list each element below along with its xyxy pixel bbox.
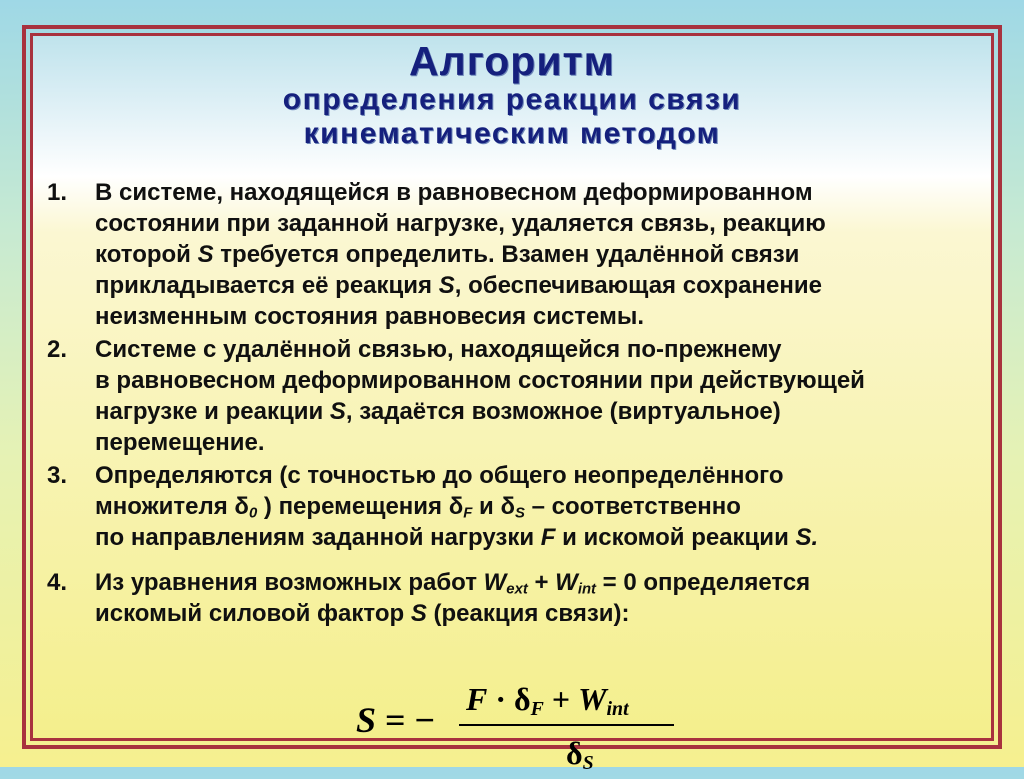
- step-line: перемещение.: [95, 429, 265, 456]
- formula-lhs: [356, 699, 435, 741]
- formula-numerator: [466, 681, 629, 718]
- delta-symbol: δ: [566, 735, 583, 771]
- formula-denominator: [566, 735, 594, 772]
- step-2: [47, 334, 987, 458]
- step-line: неизменным состояния равновесия системы.: [95, 303, 644, 330]
- steps-list: [47, 177, 987, 631]
- step-text: [95, 334, 987, 458]
- text-run: требуется определить. Взамен удалённой связи: [213, 241, 800, 268]
- symbol-W: W: [555, 569, 578, 596]
- text-run: прикладывается её реакция: [95, 272, 439, 299]
- text-run: +: [527, 569, 556, 596]
- step-number: 2.: [47, 336, 68, 363]
- step-1: [47, 177, 987, 332]
- step-line: [95, 522, 987, 553]
- fraction-bar: [459, 724, 674, 726]
- step-3: [47, 460, 987, 553]
- text-run: , обеспечивающая сохранение: [454, 272, 822, 299]
- slide-subtitle-line1: определения реакции связи: [282, 83, 742, 116]
- subscript: F: [530, 697, 544, 720]
- step-4: [47, 567, 987, 629]
- plus-operator: +: [543, 681, 579, 717]
- symbol-S: S: [356, 700, 377, 740]
- slide-panel: [30, 33, 994, 774]
- symbol-S: S: [197, 241, 214, 268]
- symbol-W: W: [578, 681, 607, 717]
- delta-symbol: δ: [500, 493, 516, 520]
- formula: [326, 679, 746, 779]
- step-line: [95, 567, 987, 598]
- step-line: [95, 491, 987, 522]
- step-number: 4.: [47, 569, 68, 596]
- subscript: F: [463, 505, 473, 522]
- step-text: [95, 567, 987, 629]
- subscript: S: [582, 751, 594, 774]
- delta-symbol: δ: [514, 681, 531, 717]
- equals-minus: = −: [376, 700, 436, 740]
- subscript: ext: [506, 581, 528, 598]
- text-run: – соответственно: [524, 493, 741, 520]
- subscript: S: [515, 505, 525, 522]
- symbol-S: S: [438, 272, 455, 299]
- symbol-F: F: [540, 524, 556, 551]
- slide-title: Алгоритм: [409, 38, 615, 84]
- step-text: [95, 177, 987, 332]
- step-text: [95, 460, 987, 553]
- step-line: В системе, находящейся в равновесном деформированном: [95, 179, 813, 206]
- step-line: [95, 396, 987, 427]
- text-run: множителя: [95, 493, 235, 520]
- symbol-W: W: [483, 569, 507, 596]
- step-line: [95, 270, 987, 301]
- subscript: int: [577, 581, 596, 598]
- step-number: 1.: [47, 179, 68, 206]
- delta-symbol: δ: [234, 493, 249, 520]
- step-line: Определяются (с точностью до общего неопределённого: [95, 462, 784, 489]
- title-block: [33, 39, 991, 151]
- step-line: [95, 598, 987, 629]
- text-run: и: [472, 493, 501, 520]
- text-run: и искомой реакции: [555, 524, 796, 551]
- text-run: искомый силовой фактор: [95, 600, 411, 627]
- subscript: 0: [248, 505, 258, 522]
- text-run: по направлениям заданной нагрузки: [95, 524, 541, 551]
- text-run: которой: [95, 241, 198, 268]
- text-run: (реакция связи):: [426, 600, 630, 627]
- slide-subtitle-line2: кинематическим методом: [303, 117, 721, 150]
- subscript: int: [606, 697, 629, 720]
- delta-symbol: δ: [448, 493, 464, 520]
- step-line: Системе с удалённой связью, находящейся по-прежнему: [95, 336, 782, 363]
- step-line: состоянии при заданной нагрузке, удаляется связь, реакцию: [95, 210, 826, 237]
- text-run: , задаётся возможное (виртуальное): [345, 398, 781, 425]
- symbol-S: S: [329, 398, 346, 425]
- dot-operator: ·: [487, 681, 515, 717]
- symbol-S: S: [410, 600, 427, 627]
- text-run: нагрузке и реакции: [95, 398, 330, 425]
- step-number: 3.: [47, 462, 68, 489]
- step-line: в равновесном деформированном состоянии при действующей: [95, 367, 865, 394]
- text-run: Из уравнения возможных работ: [95, 569, 484, 596]
- text-run: = 0 определяется: [596, 569, 811, 596]
- text-run: ) перемещения: [257, 493, 449, 520]
- symbol-S: S.: [795, 524, 819, 551]
- step-line: [95, 239, 987, 270]
- symbol-F: F: [466, 681, 488, 717]
